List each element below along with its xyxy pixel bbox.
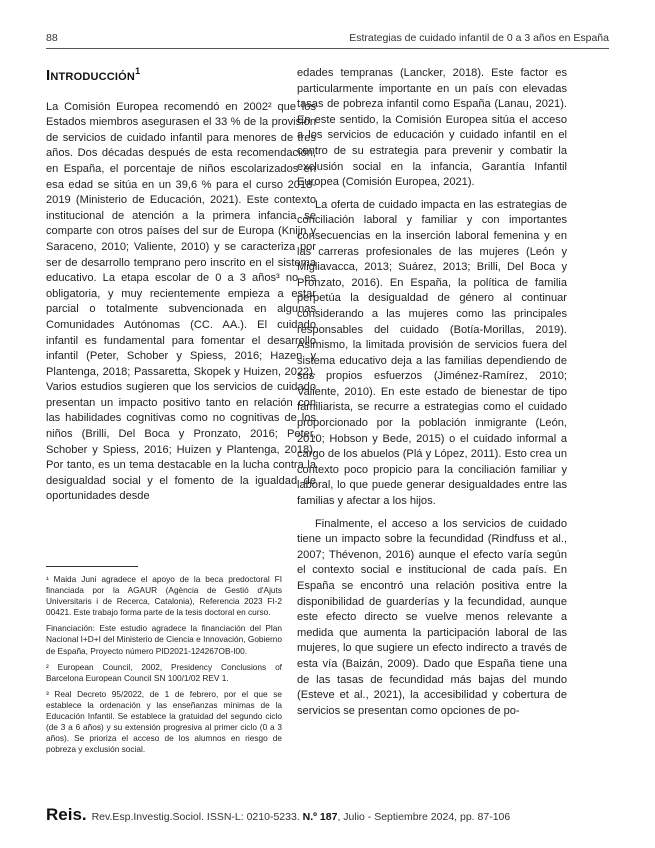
footnotes: [46, 574, 282, 760]
running-header: [46, 32, 609, 46]
left-column: [46, 66, 316, 505]
issue-details: , Julio - Septiembre 2024, pp. 87-106: [337, 811, 511, 823]
footnote-1: ¹ Maida Juni agradece el apoyo de la beca predoctoral FI financiada por la AGAUR (Agència de Gestió d'Ajuts Universitaris i de Recerca, Catalonia), Referencia 2023 FI-2 00421. Este trabajo forma parte de la tesis doctoral en curso.: [46, 574, 282, 618]
footnote-1-funding: Financiación: Este estudio agradece la financiación del Plan Nacional I+D+I del Ministerio de Ciencia e Innovación, Gobierno de España, Proyecto número PID2021-124267OB-I00.: [46, 623, 282, 656]
paragraph: La Comisión Europea recomendó en 2002² que los Estados miembros asegurasen el 33 % de la provisión de servicios de cuidado infantil para menores de tres años. Dos décadas después de esta recomendación, en España, el porcentaje de niños escolarizados en esa edad se sitúa en un 39,6 % para el curso 2018-2019 (Ministerio de Educación, 2021). Este contexto institucional de atención a la primera infancia se comparte con otros países del sur de Europa (Knijn y Saraceno, 2010; Valiente, 2010) y se caracteriza por ser de desarrollo temprano pero inscrito en el sistema educativo. La etapa escolar de 0 a 3 años³ no es obligatoria, y muy recientemente empieza a estar parcial o totalmente subvencionada en algunas Comunidades Autónomas (CC. AA.). El cuidado infantil es fundamental para fomentar el desarrollo infantil (Peter, Schober y Spiess, 2016; Hazen y Plantenga, 2018; Passaretta, Skopek y Huizen, 2022). Varios estudios sugieren que los servicios de cuidado presentan un impacto positivo tanto en relación con las habilidades cognitivas como no cognitivas de los niños (Brilli, Del Boca y Pronzato, 2016; Peter, Schober y Spiess, 2016; Huizen y Plantenga, 2018). Por tanto, es un tema destacable en la lucha contra la desigualdad social y el fomento de la igualdad de oportunidades desde: [46, 100, 316, 503]
footnote-2: ² European Council, 2002, Presidency Conclusions of Barcelona European Council SN 100/1/02 REV 1.: [46, 661, 282, 683]
paragraph: edades tempranas (Lancker, 2018). Este factor es particularmente importante en un país con elevadas tasas de pobreza infantil como España (Lanau, 2021). En este sentido, la Comisión Europea sitúa el acceso a los servicios de educación y cuidado infantil en el centro de su estrategia para prevenir y combatir la exclusión social en la infancia, Garantía Infantil Europea (Comisión Europea, 2021).: [297, 67, 567, 189]
paragraph: Finalmente, el acceso a los servicios de cuidado tiene un impacto sobre la fecundidad (Rindfuss et al., 2007; Thévenon, 2016) aunque el efecto varía según el contexto social e institucional de cada país. En España se encontró una relación positiva entre la disponibilidad de guarderías y la fecundidad, aunque este efecto directo se vuelve menos relevante a medida que aumenta la participación laboral de las mujeres, lo que sugiere un efecto indirecto a través de esta vía (Baizán, 2009). Dado que España tiene una de las tasas de fecundidad más bajas del mundo (Esteve et al., 2021), la accesibilidad y cobertura de servicios se presentan como opciones de po-: [297, 517, 567, 717]
issue-number: N.º 187: [302, 811, 338, 823]
page-footer: [46, 805, 510, 825]
running-title: Estrategias de cuidado infantil de 0 a 3 años en España: [349, 32, 609, 44]
section-title-note: 1: [135, 66, 141, 76]
footnote-rule: [46, 566, 138, 567]
section-title: Introducción$^1$: [46, 66, 141, 84]
journal-citation: Rev.Esp.Investig.Sociol. ISSN-L: 0210-5233.: [91, 811, 300, 823]
paragraph: La oferta de cuidado impacta en las estrategias de conciliación laboral y familiar y con importantes consecuencias en la inserción laboral femenina y en las carreras profesionales de las mujeres (León y Migliavacca, 2013; Suárez, 2013; Brilli, Del Boca y Pronzato, 2016). En España, la política de familia perpetúa la desigualdad de género al continuar considerando a las mujeres como las principales responsables del cuidado (Botía-Morillas, 2019). Asimismo, la limitada provisión de servicios fuera del sistema educativo deja a las familias dependiendo de sus propios esfuerzos (Jiménez-Ramírez, 2010; Valiente, 2010). En este estado de bienestar de tipo familiarista, se recurre a estrategias como el cuidado proporcionado por la población inmigrante (León, 2010; Hobson y Bede, 2015) o el cuidado informal a cargo de los abuelos (Plá y López, 2011). Esto crea un contexto poco propicio para la conciliación familiar y laboral, lo que puede generar desigualdades entre las familias y afectar a los hijos.: [297, 198, 567, 508]
journal-logo: Reis.: [46, 805, 87, 824]
footnote-3: ³ Real Decreto 95/2022, de 1 de febrero, por el que se establece la ordenación y las enseñanzas mínimas de la Educación Infantil. Se establece la gratuidad del segundo ciclo (de 3 a 6 años) y su extensión progresiva al primer ciclo (0 a 3 años). Se prioriza el acceso de los alumnos en riesgo de pobreza y exclusión social.: [46, 688, 282, 755]
page-number: 88: [46, 32, 58, 44]
right-column: [297, 66, 567, 719]
header-rule: [46, 48, 609, 49]
